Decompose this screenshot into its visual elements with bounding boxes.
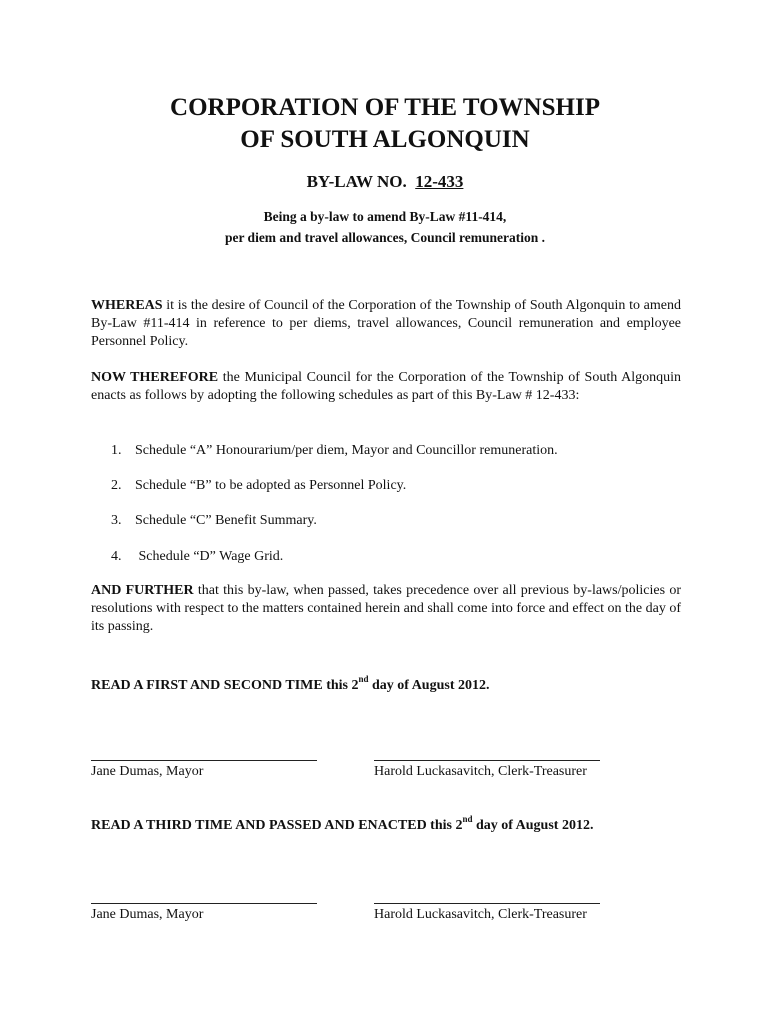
- subtitle-line-1: Being a by-law to amend By-Law #11-414,: [263, 209, 507, 224]
- whereas-lead: WHEREAS: [91, 298, 163, 313]
- title-line-1: CORPORATION OF THE TOWNSHIP: [170, 94, 600, 121]
- clerk-signature-label: Harold Luckasavitch, Clerk-Treasurer: [374, 907, 587, 922]
- schedule-number: 3.: [111, 513, 122, 528]
- now-therefore-text: the Municipal Council for the Corporation of the Township of South Algonquin enacts as follows by adopting the following schedules as part of this By-Law # 12-433:: [91, 370, 681, 403]
- third-reading-statement: [91, 814, 594, 835]
- whereas-paragraph: [91, 297, 681, 351]
- document-title: [0, 92, 770, 156]
- now-therefore-lead: NOW THEREFORE: [91, 370, 219, 385]
- first-reading-text: READ A FIRST AND SECOND TIME this 2: [91, 678, 359, 693]
- now-therefore-paragraph: [91, 369, 681, 405]
- bylaw-label: BY-LAW NO.: [306, 172, 407, 191]
- bylaw-number: 12-433: [415, 172, 464, 191]
- first-reading-date: day of August 2012.: [368, 678, 490, 693]
- mayor-signature-label: Jane Dumas, Mayor: [91, 764, 204, 779]
- schedule-number: 2.: [111, 478, 122, 493]
- schedule-text: Schedule “B” to be adopted as Personnel Policy.: [135, 478, 407, 493]
- schedule-text: Schedule “A” Honourarium/per diem, Mayor and Councillor remuneration.: [135, 443, 558, 458]
- schedule-item: [111, 512, 317, 530]
- clerk-signature-label: Harold Luckasavitch, Clerk-Treasurer: [374, 764, 587, 779]
- and-further-text: that this by-law, when passed, takes precedence over all previous by-laws/policies or resolutions with respect to the matters contained herein and shall come into force and effect on the day of its passing.: [91, 583, 681, 634]
- schedule-item: [111, 477, 406, 495]
- clerk-signature-line-2: [374, 903, 600, 904]
- and-further-paragraph: [91, 582, 681, 636]
- schedule-text: Schedule “C” Benefit Summary.: [135, 513, 317, 528]
- and-further-lead: AND FURTHER: [91, 583, 194, 598]
- third-reading-date: day of August 2012.: [472, 818, 594, 833]
- mayor-signature-line-1: [91, 760, 317, 761]
- schedule-item: [111, 548, 283, 566]
- subtitle-line-2: per diem and travel allowances, Council remuneration .: [224, 230, 546, 245]
- third-reading-ordinal: nd: [462, 814, 473, 824]
- first-reading-statement: [91, 674, 490, 695]
- bylaw-subtitle: [0, 206, 770, 248]
- schedule-text: Schedule “D” Wage Grid.: [135, 549, 284, 564]
- title-line-2: OF SOUTH ALGONQUIN: [240, 126, 530, 153]
- schedule-number: 4.: [111, 549, 122, 564]
- third-reading-text: READ A THIRD TIME AND PASSED AND ENACTED this 2: [91, 818, 463, 833]
- mayor-signature-line-2: [91, 903, 317, 904]
- schedule-number: 1.: [111, 443, 122, 458]
- schedule-item: [111, 442, 558, 460]
- bylaw-heading: [0, 172, 770, 192]
- whereas-text: it is the desire of Council of the Corporation of the Township of South Algonquin to amend By-Law #11-414 in reference to per diems, travel allowances, Council remuneration and employee Personnel Policy.: [91, 298, 681, 349]
- first-reading-ordinal: nd: [358, 674, 369, 684]
- clerk-signature-line-1: [374, 760, 600, 761]
- mayor-signature-label: Jane Dumas, Mayor: [91, 907, 204, 922]
